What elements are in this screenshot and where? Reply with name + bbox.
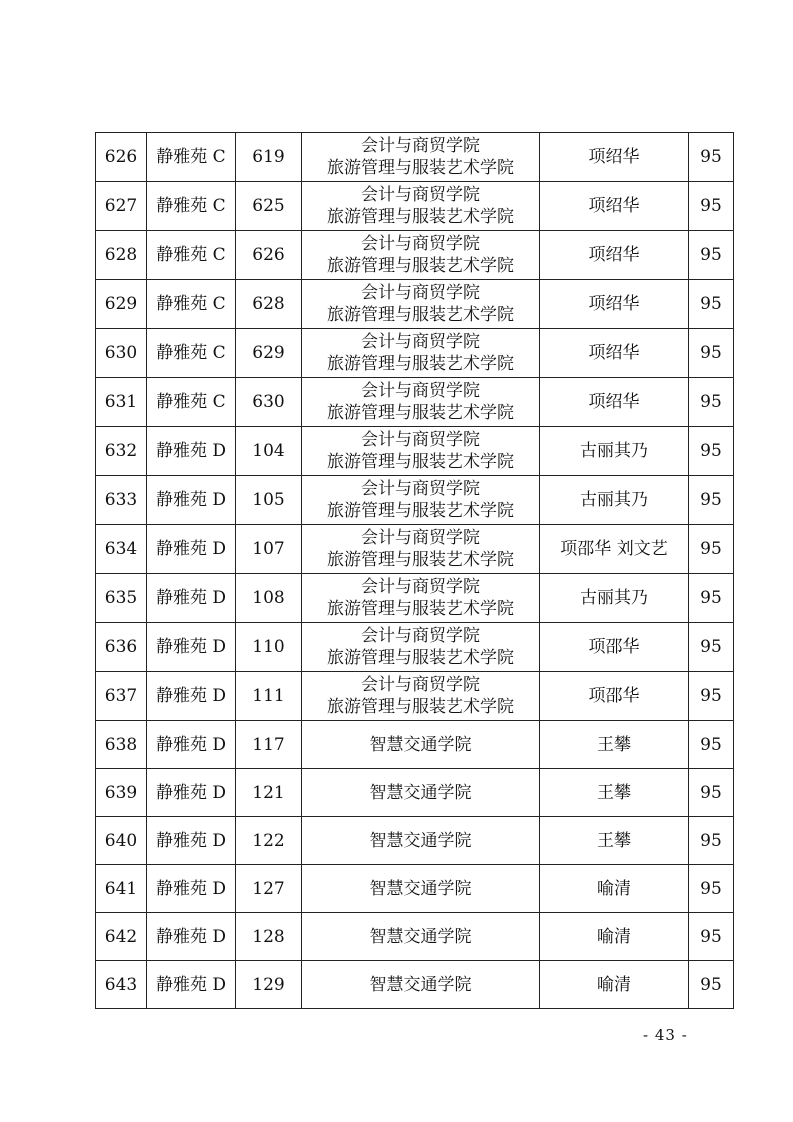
table-row: [96, 476, 734, 525]
table-row: [96, 427, 734, 476]
college-name: 旅游管理与服装艺术学院: [327, 158, 514, 178]
cell-room: 128: [236, 913, 302, 961]
college-name: 智慧交通学院: [369, 830, 472, 851]
cell-teacher: 项绍华: [540, 182, 689, 231]
college-name: 会计与商贸学院: [361, 136, 480, 156]
college-name: 旅游管理与服装艺术学院: [327, 599, 514, 619]
cell-room: 626: [236, 231, 302, 280]
college-name: 智慧交通学院: [369, 878, 472, 899]
cell-number: 636: [96, 623, 147, 672]
cell-college: [302, 769, 540, 817]
cell-score: 95: [689, 378, 734, 427]
cell-number: 628: [96, 231, 147, 280]
cell-room: 121: [236, 769, 302, 817]
cell-teacher: 古丽其乃: [540, 427, 689, 476]
college-name: 会计与商贸学院: [361, 332, 480, 352]
college-name: 旅游管理与服装艺术学院: [327, 354, 514, 374]
cell-building: 静雅苑 D: [147, 623, 236, 672]
table-row: [96, 182, 734, 231]
cell-number: 637: [96, 672, 147, 721]
cell-score: 95: [689, 721, 734, 769]
cell-number: 626: [96, 133, 147, 182]
cell-room: 619: [236, 133, 302, 182]
table-row: [96, 574, 734, 623]
college-name: 会计与商贸学院: [361, 626, 480, 646]
cell-score: 95: [689, 865, 734, 913]
cell-college: [302, 378, 540, 427]
college-name: 会计与商贸学院: [361, 185, 480, 205]
table-row: [96, 525, 734, 574]
table-row: [96, 378, 734, 427]
cell-room: 127: [236, 865, 302, 913]
cell-teacher: 喻清: [540, 865, 689, 913]
cell-room: 630: [236, 378, 302, 427]
cell-building: 静雅苑 D: [147, 672, 236, 721]
cell-building: 静雅苑 D: [147, 961, 236, 1009]
cell-room: 111: [236, 672, 302, 721]
cell-score: 95: [689, 672, 734, 721]
cell-room: 104: [236, 427, 302, 476]
cell-college: [302, 961, 540, 1009]
cell-teacher: 王攀: [540, 721, 689, 769]
cell-building: 静雅苑 C: [147, 378, 236, 427]
college-name: 旅游管理与服装艺术学院: [327, 501, 514, 521]
cell-teacher: 古丽其乃: [540, 574, 689, 623]
cell-teacher: 古丽其乃: [540, 476, 689, 525]
cell-score: 95: [689, 231, 734, 280]
cell-college: [302, 672, 540, 721]
table-row: [96, 769, 734, 817]
college-name: 旅游管理与服装艺术学院: [327, 207, 514, 227]
cell-college: [302, 525, 540, 574]
dormitory-score-table: [95, 132, 734, 1009]
cell-room: 625: [236, 182, 302, 231]
college-name: 会计与商贸学院: [361, 430, 480, 450]
cell-room: 629: [236, 329, 302, 378]
cell-building: 静雅苑 C: [147, 182, 236, 231]
cell-college: [302, 280, 540, 329]
cell-score: 95: [689, 769, 734, 817]
cell-teacher: 项绍华: [540, 378, 689, 427]
table-row: [96, 133, 734, 182]
table-row: [96, 961, 734, 1009]
college-name: 旅游管理与服装艺术学院: [327, 697, 514, 717]
cell-room: 129: [236, 961, 302, 1009]
college-name: 会计与商贸学院: [361, 675, 480, 695]
cell-building: 静雅苑 D: [147, 525, 236, 574]
cell-number: 633: [96, 476, 147, 525]
cell-building: 静雅苑 C: [147, 231, 236, 280]
college-name: 智慧交通学院: [369, 734, 472, 755]
cell-number: 632: [96, 427, 147, 476]
cell-building: 静雅苑 D: [147, 865, 236, 913]
table-row: [96, 913, 734, 961]
table-row: [96, 623, 734, 672]
cell-number: 629: [96, 280, 147, 329]
cell-score: 95: [689, 329, 734, 378]
cell-teacher: 喻清: [540, 913, 689, 961]
cell-college: [302, 182, 540, 231]
cell-room: 117: [236, 721, 302, 769]
college-name: 会计与商贸学院: [361, 577, 480, 597]
cell-number: 635: [96, 574, 147, 623]
cell-number: 627: [96, 182, 147, 231]
cell-building: 静雅苑 D: [147, 913, 236, 961]
table-body: [96, 133, 734, 1009]
college-name: 旅游管理与服装艺术学院: [327, 403, 514, 423]
cell-teacher: 王攀: [540, 769, 689, 817]
cell-teacher: 项邵华: [540, 672, 689, 721]
cell-college: [302, 329, 540, 378]
cell-teacher: 项绍华: [540, 133, 689, 182]
cell-number: 638: [96, 721, 147, 769]
college-name: 智慧交通学院: [369, 974, 472, 995]
cell-college: [302, 913, 540, 961]
college-name: 会计与商贸学院: [361, 479, 480, 499]
cell-teacher: 项绍华: [540, 231, 689, 280]
cell-college: [302, 721, 540, 769]
cell-score: 95: [689, 817, 734, 865]
cell-score: 95: [689, 280, 734, 329]
cell-building: 静雅苑 D: [147, 574, 236, 623]
cell-teacher: 项邵华: [540, 623, 689, 672]
table-row: [96, 280, 734, 329]
cell-college: [302, 427, 540, 476]
cell-number: 640: [96, 817, 147, 865]
cell-score: 95: [689, 623, 734, 672]
table-row: [96, 817, 734, 865]
cell-number: 642: [96, 913, 147, 961]
college-name: 旅游管理与服装艺术学院: [327, 305, 514, 325]
cell-building: 静雅苑 C: [147, 280, 236, 329]
college-name: 会计与商贸学院: [361, 283, 480, 303]
college-name: 智慧交通学院: [369, 782, 472, 803]
cell-building: 静雅苑 D: [147, 817, 236, 865]
cell-college: [302, 574, 540, 623]
cell-teacher: 项邵华 刘文艺: [540, 525, 689, 574]
cell-room: 107: [236, 525, 302, 574]
cell-college: [302, 133, 540, 182]
college-name: 会计与商贸学院: [361, 528, 480, 548]
cell-number: 639: [96, 769, 147, 817]
cell-teacher: 项绍华: [540, 329, 689, 378]
cell-score: 95: [689, 476, 734, 525]
college-name: 旅游管理与服装艺术学院: [327, 452, 514, 472]
cell-score: 95: [689, 427, 734, 476]
cell-college: [302, 231, 540, 280]
table-row: [96, 672, 734, 721]
cell-teacher: 喻清: [540, 961, 689, 1009]
cell-number: 641: [96, 865, 147, 913]
cell-college: [302, 817, 540, 865]
college-name: 旅游管理与服装艺术学院: [327, 648, 514, 668]
cell-number: 630: [96, 329, 147, 378]
cell-room: 122: [236, 817, 302, 865]
cell-score: 95: [689, 961, 734, 1009]
cell-score: 95: [689, 913, 734, 961]
cell-college: [302, 865, 540, 913]
table-row: [96, 329, 734, 378]
table-row: [96, 865, 734, 913]
cell-number: 643: [96, 961, 147, 1009]
cell-teacher: 项绍华: [540, 280, 689, 329]
cell-building: 静雅苑 D: [147, 721, 236, 769]
college-name: 会计与商贸学院: [361, 381, 480, 401]
cell-score: 95: [689, 133, 734, 182]
college-name: 旅游管理与服装艺术学院: [327, 550, 514, 570]
cell-score: 95: [689, 574, 734, 623]
cell-room: 628: [236, 280, 302, 329]
cell-number: 631: [96, 378, 147, 427]
table-row: [96, 231, 734, 280]
cell-number: 634: [96, 525, 147, 574]
cell-college: [302, 476, 540, 525]
cell-teacher: 王攀: [540, 817, 689, 865]
cell-building: 静雅苑 D: [147, 769, 236, 817]
cell-room: 108: [236, 574, 302, 623]
cell-building: 静雅苑 C: [147, 329, 236, 378]
college-name: 会计与商贸学院: [361, 234, 480, 254]
cell-college: [302, 623, 540, 672]
cell-building: 静雅苑 C: [147, 133, 236, 182]
cell-room: 110: [236, 623, 302, 672]
page-number: - 43 -: [643, 1026, 688, 1044]
college-name: 旅游管理与服装艺术学院: [327, 256, 514, 276]
cell-room: 105: [236, 476, 302, 525]
college-name: 智慧交通学院: [369, 926, 472, 947]
cell-score: 95: [689, 182, 734, 231]
cell-building: 静雅苑 D: [147, 427, 236, 476]
cell-score: 95: [689, 525, 734, 574]
cell-building: 静雅苑 D: [147, 476, 236, 525]
table-row: [96, 721, 734, 769]
